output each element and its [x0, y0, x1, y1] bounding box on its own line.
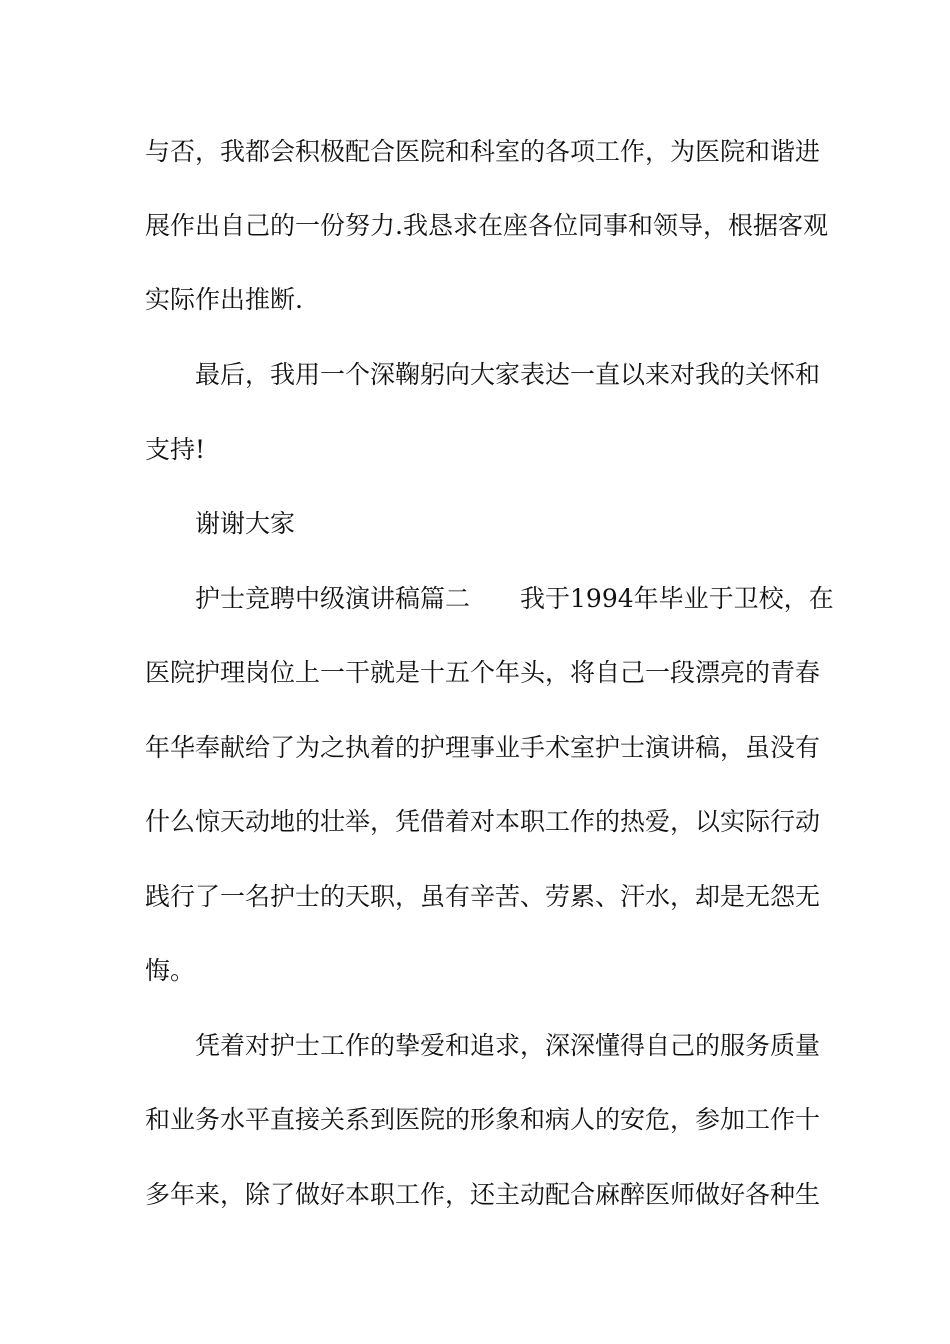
text-line: 践行了一名护士的天职，虽有辛苦、劳累、汗水，却是无怨无	[145, 882, 821, 911]
section-heading-line: 护士竞聘中级演讲稿篇二 我于1994年毕业于卫校，在	[195, 584, 834, 613]
text-line: 什么惊天动地的壮举，凭借着对本职工作的热爱，以实际行动	[145, 807, 821, 836]
text-line: 实际作出推断.	[145, 285, 303, 314]
text-line: 展作出自己的一份努力.我恳求在座各位同事和领导，根据客观	[145, 211, 828, 240]
text-line: 谢谢大家	[195, 509, 296, 538]
text-line: 悔。	[145, 956, 196, 985]
text-line: 医院护理岗位上一干就是十五个年头，将自己一段漂亮的青春	[145, 658, 821, 687]
text-line: 支持!	[145, 435, 206, 464]
text-line: 年华奉献给了为之执着的护理事业手术室护士演讲稿，虽没有	[145, 733, 821, 762]
text-line: 最后，我用一个深鞠躬向大家表达一直以来对我的关怀和	[195, 360, 821, 389]
text-line: 多年来，除了做好本职工作，还主动配合麻醉医师做好各种生	[145, 1180, 821, 1209]
text-line: 和业务水平直接关系到医院的形象和病人的安危，参加工作十	[145, 1105, 821, 1134]
text-line: 与否，我都会积极配合医院和科室的各项工作，为医院和谐进	[145, 137, 821, 166]
text-line: 凭着对护士工作的挚爱和追求，深深懂得自己的服务质量	[195, 1031, 821, 1060]
